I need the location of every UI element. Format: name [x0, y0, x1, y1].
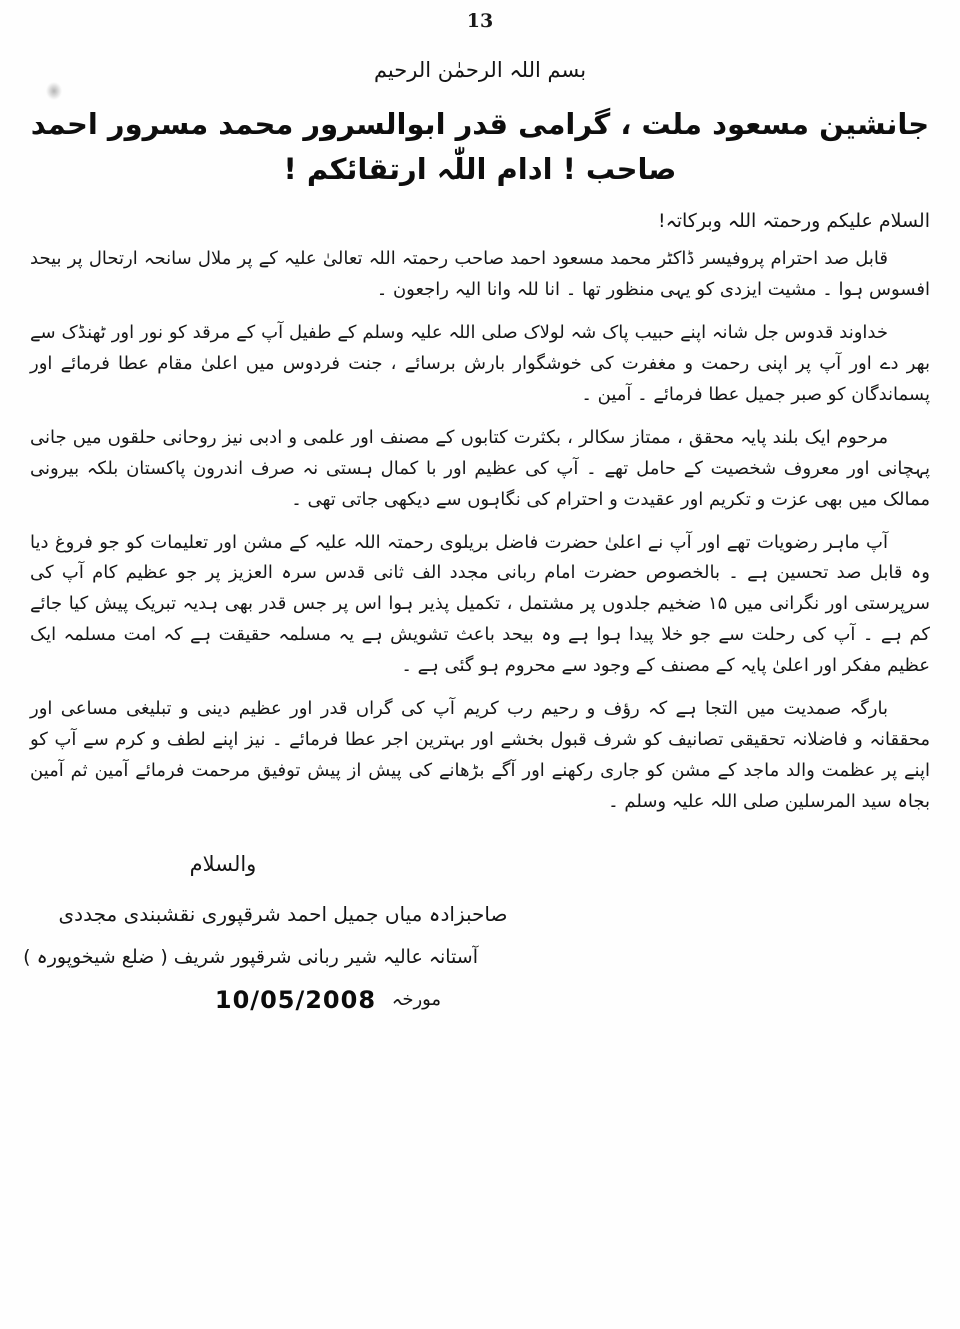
letter-body: [30, 244, 930, 818]
signature-address: آستانہ عالیہ شیر ربانی شرقپور شریف ( ضلع شیخوپورہ ): [23, 946, 478, 969]
date-line: [48, 986, 518, 1014]
closing-block: [23, 852, 518, 1015]
body-paragraph: قابل صد احترام پروفیسر ڈاکٹر محمد مسعود احمد صاحب رحمتہ اللہ تعالیٰ علیہ کے پر ملال سانحہ ارتحال پر بیحد افسوس ہوا ۔ مشیت ایزدی کو یہی منظور تھا ۔ انا للہ وانا الیہ راجعون ۔: [30, 247, 930, 300]
bismillah-line: بسم اللہ الرحمٰن الرحیم: [373, 58, 587, 82]
body-paragraph: آپ ماہر رضویات تھے اور آپ نے اعلیٰ حضرت فاضل بریلوی رحمتہ اللہ علیہ کے مشن اور تعلیمات کو جو فروغ دیا وہ قابل صد تحسین ہے ۔ بالخصوص حضرت امام ربانی مجدد الف ثانی قدس سرہ العزیز پر جو عظیم کام آپ کی سرپرستی اور نگرانی میں ۱۵ ضخیم جلدوں پر مشتمل ، تکمیل پذیر ہوا اس پر جس قدر بھی ہدیہ تبریک پیش کیا جائے کم ہے ۔ آپ کی رحلت سے جو خلا پیدا ہوا ہے وہ بیحد باعث تشویش ہے یہ مسلمہ حقیقت ہے کہ امت مسلمہ ایک عظیم مفکر اور اعلیٰ پایہ کے مصنف کے وجود سے محروم ہو گئی ہے ۔: [30, 531, 931, 677]
page-number: 13: [466, 10, 494, 32]
body-paragraph: خداوند قدوس جل شانہ اپنے حبیب پاک شہ لولاک صلی اللہ علیہ وسلم کے طفیل آپ کے مرقد کو نور اور ٹھنڈک سے بھر دے اور آپ پر اپنی رحمت و مغفرت کی خوشگوار بارش برسائے ، جنت فردوس میں اعلیٰ مقام عطا فرمائے اور پسماندگان کو صبر جمیل عطا فرمائے ۔ آمین ۔: [30, 321, 930, 405]
body-paragraph: مرحوم ایک بلند پایہ محقق ، ممتاز سکالر ، بکثرت کتابوں کے مصنف اور علمی و ادبی نیز روحانی حلقوں میں جانی پہچانی اور معروف شخصیت کے حامل تھے ۔ آپ کی عظیم اور با کمال ہستی نہ صرف اندرون پاکستان بلکہ بیرونی ممالک میں بھی عزت و تکریم اور عقیدت و احترام کی نگاہوں سے دیکھی جاتی تھی ۔: [30, 426, 930, 510]
salutation-line: السلام علیکم ورحمتہ اللہ وبرکاتہ!: [657, 209, 930, 232]
scan-artifact: [46, 82, 62, 100]
signature-name: صاحبزادہ میاں جمیل احمد شرقپوری نقشبندی مجددی: [58, 902, 508, 927]
date-value: 10/05/2008: [214, 986, 377, 1015]
valediction: والسلام: [189, 852, 257, 877]
body-paragraph: بارگہ صمدیت میں التجا ہے کہ رؤف و رحیم رب کریم آپ کی گراں قدر اور عظیم دینی و تبلیغی مساعی اور محققانہ و فاضلانہ تحقیقی تصانیف کو شرف قبول بخشے اور بہترین اجر عطا فرمائے ۔ نیز اپنے لطف و کرم سے آپ کو اپنے پر عظمت والد ماجد کے مشن کو جاری رکھنے اور آگے بڑھانے کی پیش از پیش توفیق مرحمت فرمائے آمین ثم آمین بجاہ سید المرسلین صلی اللہ علیہ وسلم ۔: [30, 698, 930, 813]
date-label: مورخہ: [391, 989, 442, 1011]
letter-heading: جانشین مسعود ملت ، گرامی قدر ابوالسرور محمد مسرور احمد صاحب ! ادام اللّٰہ ارتقائکم !: [30, 107, 930, 186]
